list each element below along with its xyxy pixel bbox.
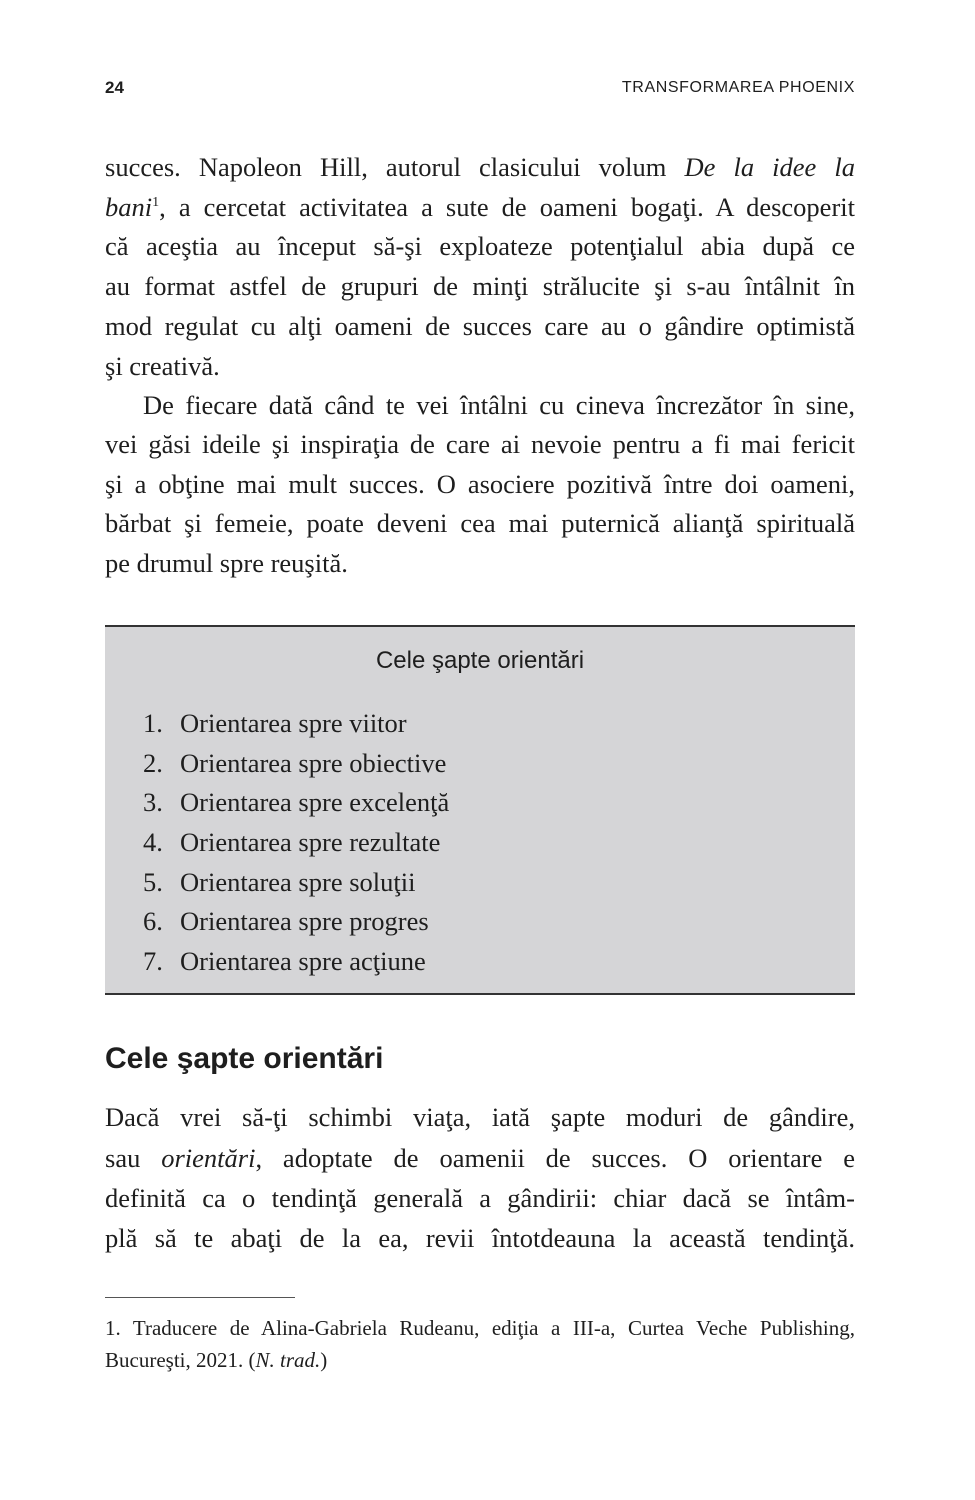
text-line: bărbat şi femeie, poate deveni cea mai puternică alianţă spirituală xyxy=(105,508,855,538)
italic-term: orientări xyxy=(161,1143,256,1173)
list-number: 6. xyxy=(143,906,163,936)
running-header-title: TRANSFORMAREA PHOENIX xyxy=(621,79,855,96)
list-item xyxy=(143,862,415,902)
text-line: De fiecare dată când te vei întâlni cu cineva încrezător în sine, xyxy=(143,390,855,420)
list-number: 7. xyxy=(143,946,163,976)
list-item xyxy=(143,822,440,862)
list-text: Orientarea spre acţiune xyxy=(180,946,426,976)
footnote-line xyxy=(105,1344,855,1376)
list-text: Orientarea spre rezultate xyxy=(180,827,441,857)
list-text: Orientarea spre viitor xyxy=(180,708,407,738)
page-number: 24 xyxy=(105,78,124,97)
text-span: Bucureşti, 2021. ( xyxy=(105,1348,256,1372)
text-span: , a cercetat activitatea a sute de oameni bogaţi. A descoperit xyxy=(159,192,855,222)
text-line: definită ca o tendinţă generală a gândirii: chiar dacă se întâm- xyxy=(105,1183,855,1213)
list-item xyxy=(143,901,429,941)
text-span: sau xyxy=(105,1143,162,1173)
text-line: plă să te abaţi de la ea, revii întotdeauna la această tendinţă. xyxy=(105,1223,855,1253)
text-line: mod regulat cu alţi oameni de succes care au o gândire optimistă xyxy=(105,311,855,341)
list-item xyxy=(143,703,407,743)
book-title-italic: bani xyxy=(105,192,153,222)
list-number: 4. xyxy=(143,827,163,857)
list-text: Orientarea spre obiective xyxy=(180,748,447,778)
text-line: şi creativă. xyxy=(105,351,220,381)
text-line: că aceştia au început să-şi exploateze potenţialul abia după ce xyxy=(105,231,855,261)
text-span: , adoptate de oamenii de succes. O orientare e xyxy=(255,1143,855,1173)
list-number: 5. xyxy=(143,867,163,897)
list-item xyxy=(143,782,449,822)
text-line: vei găsi ideile şi inspiraţia de care ai nevoie pentru a fi mai fericit xyxy=(105,429,855,459)
box-title: Cele şapte orientări xyxy=(375,647,585,674)
text-line xyxy=(105,187,855,227)
list-text: Orientarea spre excelenţă xyxy=(180,787,450,817)
list-number: 2. xyxy=(143,748,163,778)
text-line xyxy=(105,1138,855,1178)
text-line: au format astfel de grupuri de minţi strălucite şi s-au întâlnit în xyxy=(105,271,855,301)
orientations-box xyxy=(105,625,855,995)
text-span: succes. Napoleon Hill, autorul clasicului volum xyxy=(105,152,685,182)
list-item xyxy=(143,743,446,783)
list-item xyxy=(143,941,426,981)
footnote-ref[interactable]: 1 xyxy=(152,195,160,211)
footnote-divider xyxy=(105,1297,295,1298)
text-line: pe drumul spre reuşită. xyxy=(105,548,348,578)
italic-note: N. trad. xyxy=(255,1348,321,1372)
text-span: ) xyxy=(320,1348,328,1372)
book-title-italic: De la idee la xyxy=(684,152,856,182)
footnote-line: 1. Traducere de Alina-Gabriela Rudeanu, ediţia a III-a, Curtea Veche Publishing, xyxy=(105,1316,855,1340)
section-heading: Cele şapte orientări xyxy=(105,1042,384,1075)
list-text: Orientarea spre progres xyxy=(180,906,429,936)
list-text: Orientarea spre soluţii xyxy=(180,867,416,897)
text-line xyxy=(105,147,855,187)
text-line: şi a obţine mai mult succes. O asociere pozitivă între doi oameni, xyxy=(105,469,855,499)
list-number: 1. xyxy=(143,708,163,738)
list-number: 3. xyxy=(143,787,163,817)
text-line: Dacă vrei să-ţi schimbi viaţa, iată şapte moduri de gândire, xyxy=(105,1102,855,1132)
